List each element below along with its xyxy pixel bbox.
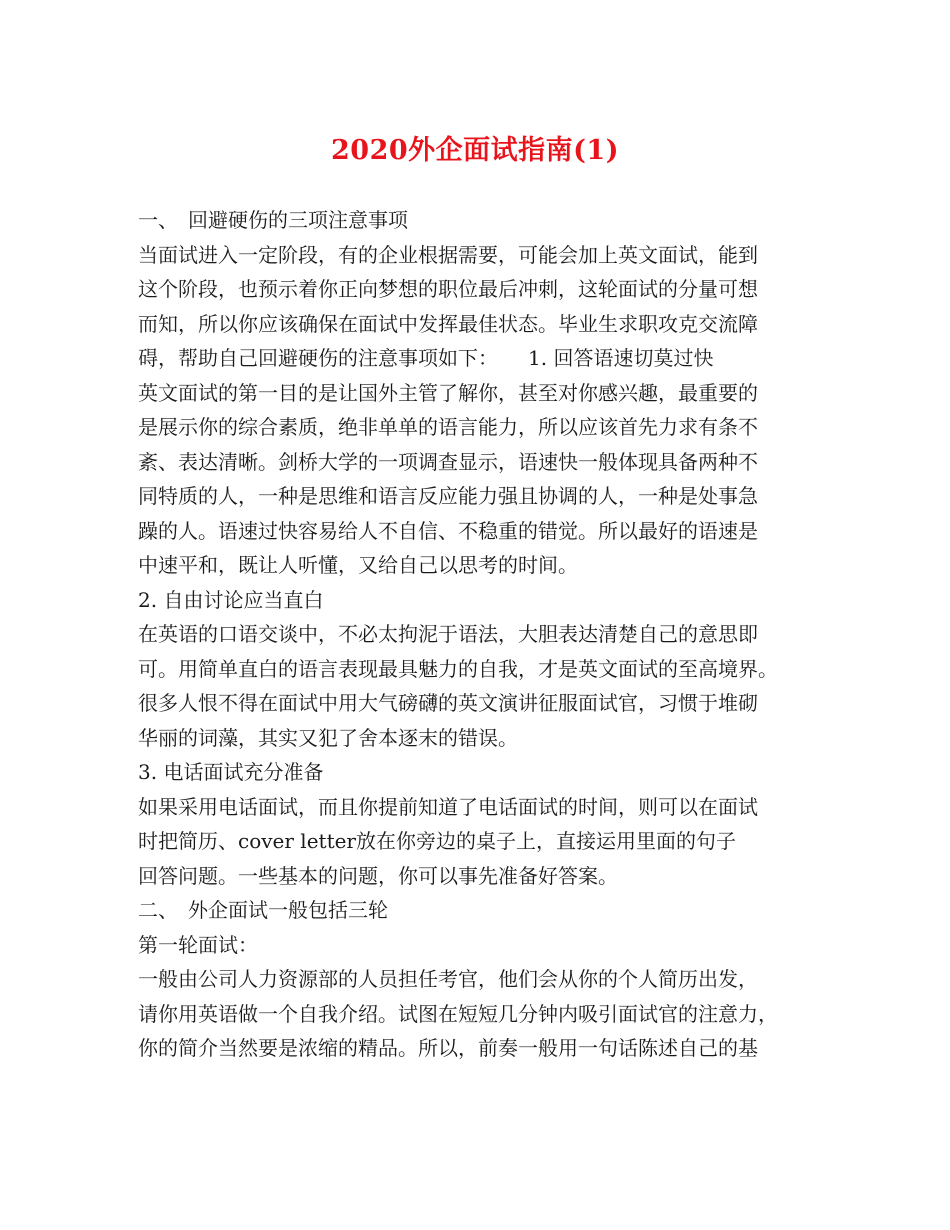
paragraph-line: 很多人恨不得在面试中用大气磅礴的英文演讲征服面试官，习惯于堆砌 — [138, 691, 758, 715]
page-title: 2020外企面试指南(1) — [331, 135, 619, 166]
paragraph-line: 如果采用电话面试，而且你提前知道了电话面试的时间，则可以在面试 — [138, 794, 758, 819]
paragraph-line: 在英语的口语交谈中，不必太拘泥于语法，大胆表达清楚自己的意思即 — [138, 622, 758, 646]
paragraph-line: 是展示你的综合素质，绝非单单的语言能力，所以应该首先力求有条不 — [138, 415, 758, 439]
paragraph-line: 而知，所以你应该确保在面试中发挥最佳状态。毕业生求职攻克交流障 — [138, 311, 758, 336]
paragraph-line: 回答问题。一些基本的问题，你可以事先准备好答案。 — [138, 863, 618, 888]
paragraph-line: 可。用简单直白的语言表现最具魅力的自我，才是英文面试的至高境界。 — [138, 656, 778, 681]
document-body — [138, 203, 828, 1066]
paragraph-line: 请你用英语做一个自我介绍。试图在短短几分钟内吸引面试官的注意力， — [138, 1001, 778, 1026]
paragraph-line: 一般由公司人力资源部的人员担任考官，他们会从你的个人简历出发， — [138, 967, 758, 991]
subheading-2: 2. 自由讨论应当直白 — [138, 587, 324, 612]
paragraph-line: 时把简历、cover letter放在你旁边的桌子上，直接运用里面的句子 — [138, 829, 736, 853]
section-heading-1: 一、 回避硬伤的三项注意事项 — [138, 208, 408, 232]
paragraph-line: 你的简介当然要是浓缩的精品。所以，前奏一般用一句话陈述自己的基 — [138, 1036, 758, 1060]
paragraph-line: 英文面试的第一目的是让国外主管了解你，甚至对你感兴趣，最重要的 — [138, 380, 758, 405]
subheading-3: 3. 电话面试充分准备 — [138, 760, 324, 784]
round-heading-1: 第一轮面试： — [138, 932, 258, 957]
section-heading-2: 二、 外企面试一般包括三轮 — [138, 898, 388, 922]
paragraph-line: 躁的人。语速过快容易给人不自信、不稳重的错觉。所以最好的语速是 — [138, 518, 758, 543]
paragraph-line: 华丽的词藻，其实又犯了舍本逐末的错误。 — [138, 725, 518, 750]
paragraph-line: 碍，帮助自己回避硬伤的注意事项如下： 1. 回答语速切莫过快 — [138, 346, 714, 370]
paragraph-line: 当面试进入一定阶段，有的企业根据需要，可能会加上英文面试，能到 — [138, 242, 758, 267]
paragraph-line: 这个阶段，也预示着你正向梦想的职位最后冲刺，这轮面试的分量可想 — [138, 277, 758, 301]
paragraph-line: 中速平和，既让人听懂，又给自己以思考的时间。 — [138, 553, 578, 577]
paragraph-line: 紊、表达清晰。剑桥大学的一项调查显示，语速快一般体现具备两种不 — [138, 449, 758, 474]
paragraph-line: 同特质的人，一种是思维和语言反应能力强且协调的人，一种是处事急 — [138, 484, 758, 508]
